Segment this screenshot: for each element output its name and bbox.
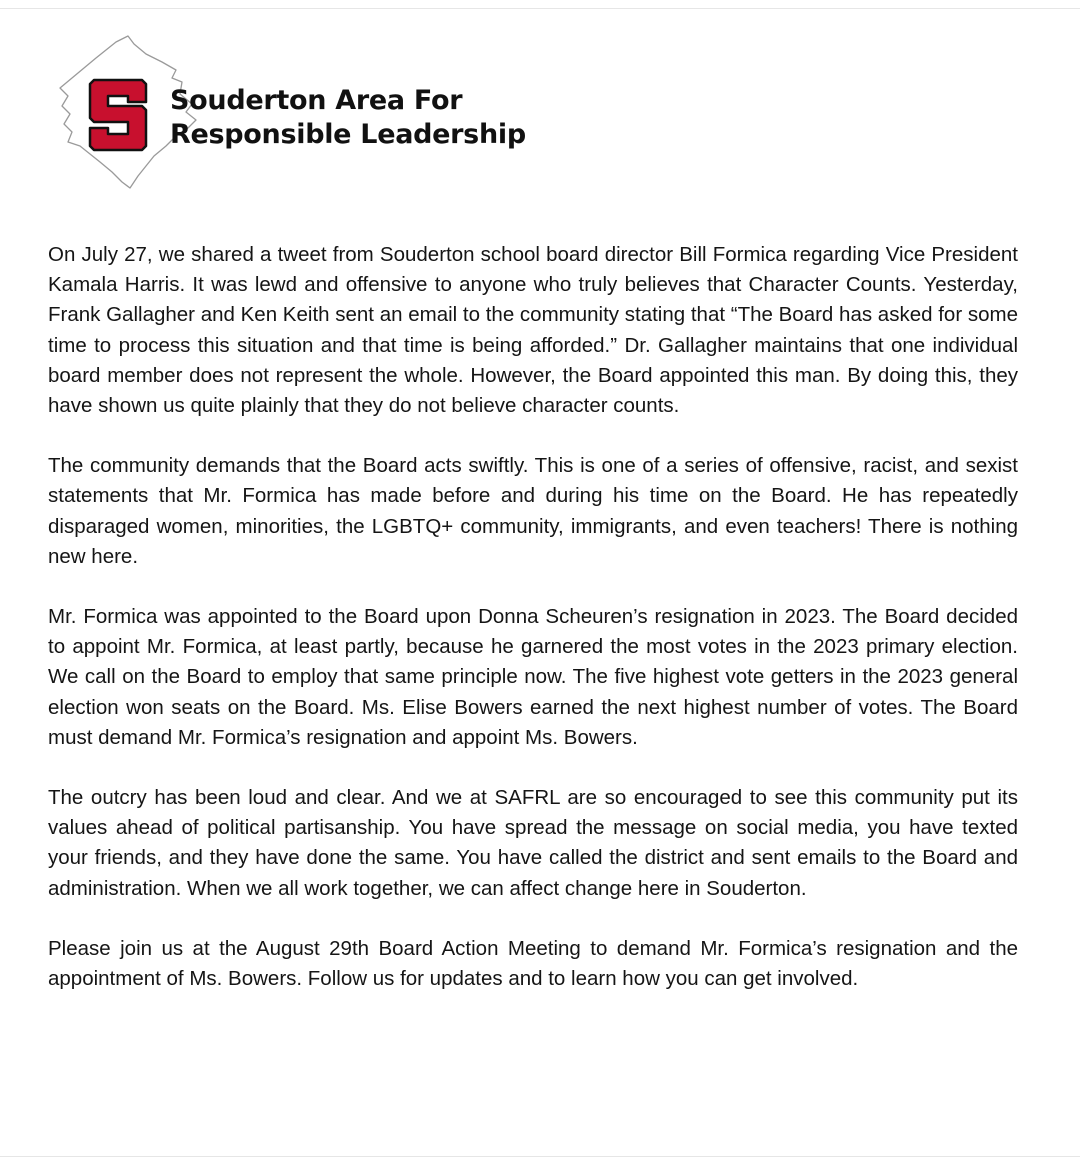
org-name-line-2: Responsible Leadership — [170, 119, 526, 150]
s-logo-icon — [88, 78, 148, 152]
paragraph: The community demands that the Board acts swiftly. This is one of a series of offensive, racist, and sexist statements that Mr. Formica has made before and during his time on the Board. He has repeatedly disparaged women, minorities, the LGBTQ+ community, immigrants, and even teachers! There is nothing new here. — [48, 454, 1018, 568]
paragraph: On July 27, we shared a tweet from Souderton school board director Bill Formica regarding Vice President Kamala Harris. It was lewd and offensive to anyone who truly believes that Character Counts. Yesterday, Frank Gallagher and Ken Keith sent an email to the community stating that “The Board has asked for some time to process this situation and that time is being afforded.” Dr. Gallagher maintains that one individual board member does not represent the whole. However, the Board appointed this man. By doing this, they have shown us quite plainly that they do not believe character counts. — [48, 243, 1018, 418]
org-name-line-1: Souderton Area For — [170, 85, 463, 116]
paragraph: Please join us at the August 29th Board Action Meeting to demand Mr. Formica’s resignation and the appointment of Ms. Bowers. Follow us for updates and to learn how you can get involved. — [48, 936, 1018, 991]
bottom-divider — [0, 1156, 1080, 1157]
paragraph: The outcry has been loud and clear. And we at SAFRL are so encouraged to see this community put its values ahead of political partisanship. You have spread the message on social media, you have texted your friends, and they have done the same. You have called the district and sent emails to the Board and administration. When we all work together, we can affect change here in Souderton. — [48, 786, 1018, 900]
letter-body — [48, 240, 1018, 1024]
org-logo — [40, 28, 560, 198]
top-divider — [0, 8, 1080, 9]
paragraph: Mr. Formica was appointed to the Board upon Donna Scheuren’s resignation in 2023. The Board decided to appoint Mr. Formica, at least partly, because he garnered the most votes in the 2023 primary election. We call on the Board to employ that same principle now. The five highest vote getters in the 2023 general election won seats on the Board. Ms. Elise Bowers earned the next highest number of votes. The Board must demand Mr. Formica’s resignation and appoint Ms. Bowers. — [48, 605, 1018, 749]
org-name — [170, 84, 526, 152]
